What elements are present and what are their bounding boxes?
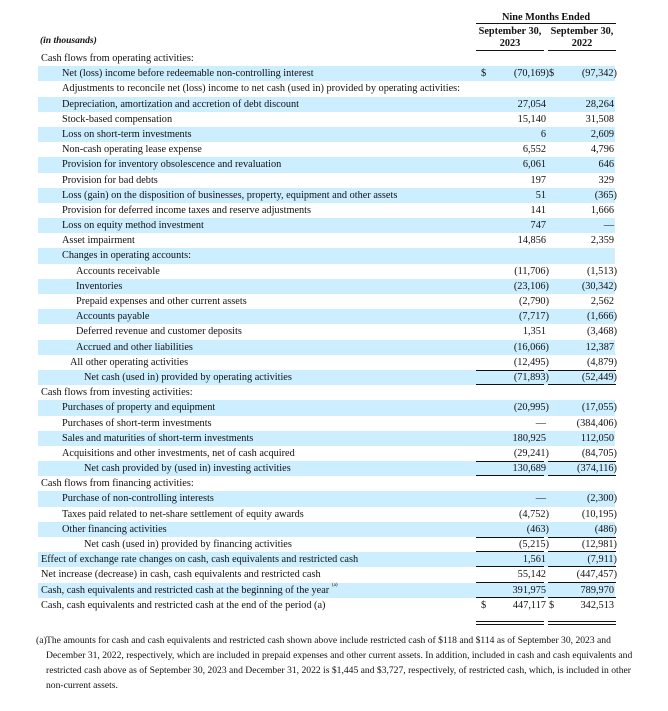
value-2023: (23,106) [513, 280, 549, 292]
value-2022: — [603, 220, 614, 232]
column-header-2022-line1: September 30, [550, 26, 614, 37]
subtotal-rule [476, 537, 544, 538]
value-2022: 2,359 [590, 235, 614, 247]
value-2023: (4,752) [518, 508, 549, 520]
value-2023: 197 [530, 174, 546, 186]
table-row [0, 400, 668, 415]
row-label: Cash flows from financing activities: [41, 478, 194, 490]
value-2023: — [535, 493, 546, 505]
value-2023: 6,552 [522, 144, 546, 156]
subtotal-rule [476, 370, 544, 371]
table-row [0, 112, 668, 127]
value-2023: 391,975 [512, 584, 546, 596]
row-label: Net increase (decrease) in cash, cash equivalents and restricted cash [41, 569, 321, 581]
table-row [0, 476, 668, 491]
row-label: Adjustments to reconcile net (loss) income to net cash (used in) provided by operating activities: [62, 83, 461, 95]
currency-symbol: $ [481, 599, 487, 611]
column-header-2022 [548, 26, 616, 50]
value-2023: (20,995) [513, 402, 549, 414]
table-row [0, 416, 668, 431]
table-row [0, 552, 668, 567]
row-label: Sales and maturities of short-term investments [62, 432, 254, 444]
table-row [0, 233, 668, 248]
row-label: Cash, cash equivalents and restricted cash at the beginning of the year [41, 584, 330, 596]
currency-symbol: $ [481, 68, 487, 80]
value-2022: 329 [598, 174, 614, 186]
row-label: Changes in operating accounts: [62, 250, 191, 262]
table-row [0, 127, 668, 142]
row-label: Provision for deferred income taxes and reserve adjustments [62, 204, 312, 216]
value-2022: 1,666 [590, 204, 614, 216]
row-label: Net cash (used in) provided by operating activities [84, 371, 292, 383]
row-label: Prepaid expenses and other current assets [76, 296, 247, 307]
table-row [0, 173, 668, 188]
table-row [0, 248, 668, 263]
value-2023: (2,790) [518, 296, 549, 307]
row-label: Net (loss) income before redeemable non-controlling interest [62, 68, 314, 80]
value-2022: (4,879) [586, 356, 617, 368]
table-row [0, 188, 668, 203]
value-2022: (84,705) [581, 447, 617, 459]
value-2022: 342,513 [580, 599, 614, 611]
table-row [0, 218, 668, 233]
table-row [0, 431, 668, 446]
value-2023: 130,689 [512, 463, 546, 475]
value-2023: 15,140 [517, 113, 546, 125]
value-2022: (447,457) [576, 569, 617, 581]
value-2022: (2,300) [586, 493, 617, 505]
cash-flow-table [0, 51, 668, 615]
value-2023: 6,061 [522, 159, 546, 171]
column-header-2022-line2: 2022 [571, 38, 593, 49]
table-row [0, 142, 668, 157]
value-2022: (384,406) [576, 417, 617, 429]
value-2023: 180,925 [512, 432, 546, 444]
row-label: Accounts payable [76, 311, 150, 323]
row-label: Cash flows from operating activities: [41, 53, 194, 64]
row-label: Taxes paid related to net-share settlement of equity awards [62, 508, 304, 520]
value-2023: 747 [530, 220, 546, 232]
table-row [0, 598, 668, 615]
header-rule [476, 23, 616, 24]
value-2022: (30,342) [581, 280, 617, 292]
value-2022: (486) [594, 523, 617, 535]
value-2022: (1,666) [586, 311, 617, 323]
table-row [0, 294, 668, 309]
subtotal-rule [476, 461, 544, 462]
value-2022: 12,387 [585, 341, 614, 353]
row-label: Net cash (used in) provided by financing activities [84, 539, 292, 550]
row-label: Accounts receivable [76, 265, 160, 277]
subtotal-rule [548, 461, 616, 462]
value-2022: (7,911) [587, 554, 617, 566]
units-label: (in thousands) [40, 36, 97, 46]
row-label: Acquisitions and other investments, net of cash acquired [62, 447, 295, 459]
column-header-2023-line1: September 30, [478, 26, 542, 37]
currency-symbol: $ [549, 68, 555, 80]
table-row [0, 355, 668, 370]
column-header-2023-line2: 2023 [499, 38, 521, 49]
subtotal-rule [548, 537, 616, 538]
value-2023: 1,561 [522, 554, 546, 566]
value-2023: (29,241) [513, 447, 549, 459]
row-label: All other operating activities [70, 356, 189, 368]
value-2023: (7,717) [518, 311, 549, 323]
subtotal-rule [548, 370, 616, 371]
value-2022: 112,050 [580, 432, 614, 444]
value-2023: (12,495) [513, 356, 549, 368]
value-2023: 27,054 [517, 98, 546, 110]
value-2022: (365) [594, 189, 617, 201]
table-row [0, 279, 668, 294]
value-2023: 1,351 [522, 326, 546, 338]
value-2023: (70,169) [513, 68, 549, 80]
period-header: Nine Months Ended [501, 12, 591, 23]
value-2022: 28,264 [585, 98, 614, 110]
table-row [0, 264, 668, 279]
row-label: Stock-based compensation [62, 113, 173, 125]
value-2022: (17,055) [581, 402, 617, 414]
table-row [0, 51, 668, 66]
column-header-2023 [476, 26, 544, 50]
row-label: Purchase of non-controlling interests [62, 493, 214, 505]
footnote-mark: (a) [36, 635, 47, 646]
table-row [0, 309, 668, 324]
table-row [0, 583, 668, 598]
table-header [0, 0, 668, 52]
value-2023: 141 [530, 204, 546, 216]
row-label: Effect of exchange rate changes on cash, cash equivalents and restricted cash [41, 554, 359, 566]
value-2023: 14,856 [517, 235, 546, 247]
table-row [0, 507, 668, 522]
value-2023: 51 [535, 189, 546, 201]
row-label: Depreciation, amortization and accretion of debt discount [62, 98, 300, 110]
value-2022: (12,981) [581, 539, 617, 550]
value-2022: 2,609 [590, 128, 614, 140]
table-row [0, 203, 668, 218]
table-row [0, 66, 668, 81]
currency-symbol: $ [549, 599, 555, 611]
value-2022: (3,468) [586, 326, 617, 338]
table-row [0, 461, 668, 476]
table-row [0, 567, 668, 582]
footnote [36, 633, 636, 693]
footnote-ref: (a) [332, 582, 338, 588]
table-row [0, 97, 668, 112]
row-label: Purchases of short-term investments [62, 417, 212, 429]
value-2023: 55,142 [517, 569, 546, 581]
row-label: Accrued and other liabilities [76, 341, 193, 353]
table-row [0, 157, 668, 172]
double-rule [548, 624, 616, 625]
value-2022: (374,116) [577, 463, 617, 475]
table-row [0, 340, 668, 355]
row-label: Loss on equity method investment [62, 220, 204, 232]
row-label: Inventories [76, 280, 123, 292]
value-2022: (10,195) [581, 508, 617, 520]
value-2023: 6 [540, 128, 546, 140]
table-row [0, 522, 668, 537]
table-row [0, 385, 668, 400]
row-label: Net cash provided by (used in) investing activities [84, 463, 291, 475]
row-label: Loss (gain) on the disposition of businesses, property, equipment and other assets [62, 189, 398, 201]
table-row [0, 81, 668, 96]
value-2022: 2,562 [590, 296, 614, 307]
value-2023: (71,893) [513, 371, 549, 383]
row-label: Loss on short-term investments [62, 128, 192, 140]
value-2023: (16,066) [513, 341, 549, 353]
value-2022: 789,970 [580, 584, 614, 596]
value-2022: (52,449) [581, 371, 617, 383]
table-row [0, 324, 668, 339]
row-label: Non-cash operating lease expense [62, 144, 202, 156]
table-row [0, 446, 668, 461]
row-label: Cash flows from investing activities: [41, 387, 193, 399]
value-2023: 447,117 [512, 599, 546, 611]
value-2022: (1,513) [586, 265, 617, 277]
row-label: Provision for inventory obsolescence and revaluation [62, 159, 282, 171]
value-2022: 646 [598, 159, 614, 171]
double-rule [476, 624, 544, 625]
value-2023: (11,706) [514, 265, 549, 277]
value-2023: (463) [526, 523, 549, 535]
table-row [0, 491, 668, 506]
value-2022: (97,342) [581, 68, 617, 80]
value-2023: (5,215) [518, 539, 549, 550]
row-label: Other financing activities [62, 523, 167, 535]
value-2023: — [535, 417, 546, 429]
row-label: Deferred revenue and customer deposits [76, 326, 242, 338]
table-row [0, 537, 668, 552]
value-2022: 31,508 [585, 113, 614, 125]
row-label: Asset impairment [62, 235, 135, 247]
value-2022: 4,796 [590, 144, 614, 156]
table-row [0, 370, 668, 385]
row-label: Purchases of property and equipment [62, 402, 216, 414]
footnote-text: The amounts for cash and cash equivalents and restricted cash shown above include restricted cash of $118 and $114 as of September 30, 2023 and December 31, 2022, respectively, which are included in prepaid expenses and other current assets. In addition, included in cash and cash equivalents and restricted cash above as of September 30, 2023 and December 31, 2022 is $1,445 and $3,727, respectively, of restricted cash, which, is included in other non-current assets. [46, 635, 633, 691]
row-label: Provision for bad debts [62, 174, 158, 186]
double-rule [476, 621, 544, 622]
row-label: Cash, cash equivalents and restricted cash at the end of the period (a) [41, 599, 326, 611]
double-rule [548, 621, 616, 622]
